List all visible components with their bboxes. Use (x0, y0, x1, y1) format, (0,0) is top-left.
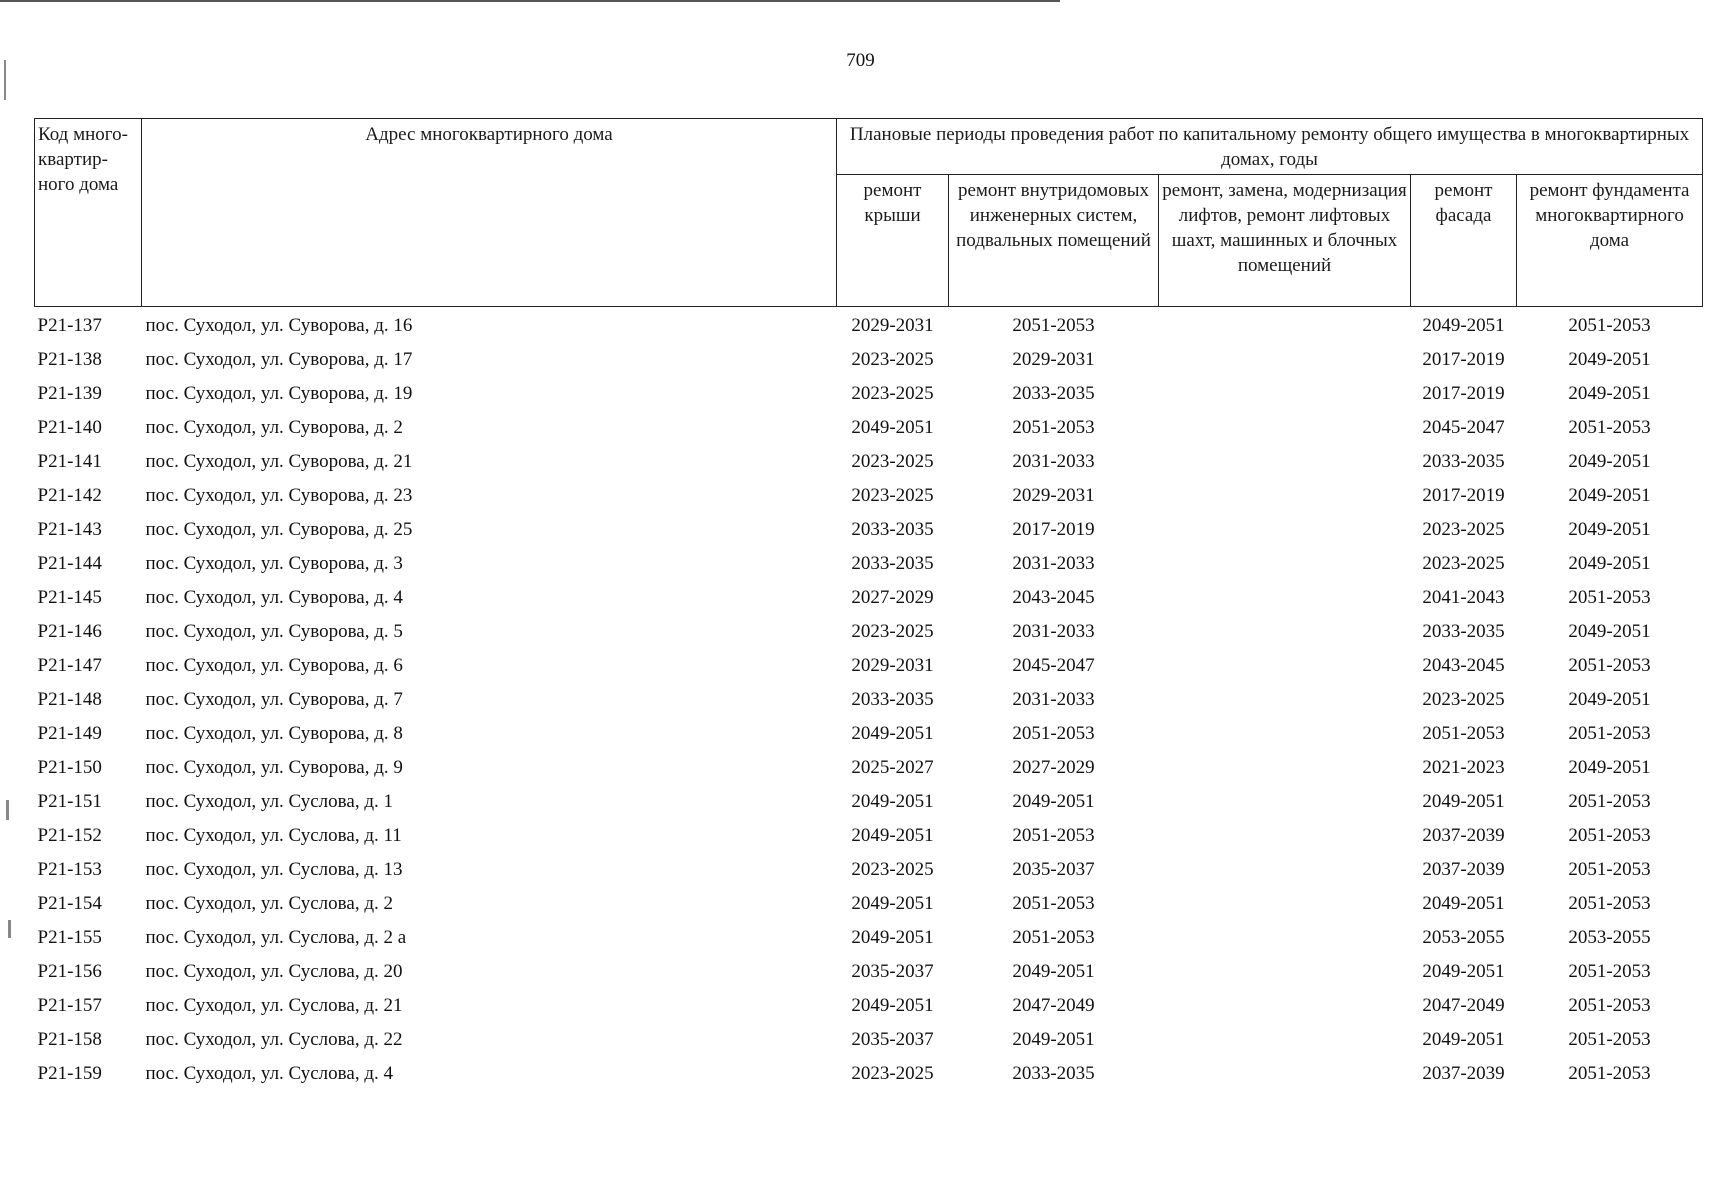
table-row (35, 853, 1703, 887)
cell-code: Р21-159 (37, 1063, 102, 1084)
cell-facade: 2017-2019 (1422, 485, 1505, 506)
cell-code: Р21-152 (37, 825, 102, 846)
header-foundation: ремонт фундамента многоквартирного дома (1517, 175, 1703, 307)
cell-facade: 2017-2019 (1422, 383, 1505, 404)
cell-code: Р21-148 (37, 689, 102, 710)
cell-address: пос. Суходол, ул. Суслова, д. 13 (145, 859, 403, 880)
header-code: Код много-квартир-ного дома (35, 119, 142, 307)
cell-lifts (1159, 1023, 1411, 1057)
cell-roof: 2049-2051 (851, 995, 934, 1016)
cell-foundation: 2051-2053 (1568, 587, 1651, 608)
scan-edge-line (0, 0, 1060, 2)
cell-lifts (1159, 989, 1411, 1023)
header-address: Адрес многоквартирного дома (142, 119, 837, 307)
table-row (35, 989, 1703, 1023)
cell-foundation: 2051-2053 (1568, 995, 1651, 1016)
table-row (35, 513, 1703, 547)
cell-address: пос. Суходол, ул. Суворова, д. 25 (145, 519, 413, 540)
table-row (35, 955, 1703, 989)
cell-lifts (1159, 343, 1411, 377)
cell-engineering: 2051-2053 (1012, 723, 1095, 744)
cell-foundation: 2051-2053 (1568, 893, 1651, 914)
cell-code: Р21-145 (37, 587, 102, 608)
cell-facade: 2049-2051 (1422, 1029, 1505, 1050)
cell-roof: 2049-2051 (851, 927, 934, 948)
cell-address: пос. Суходол, ул. Суворова, д. 19 (145, 383, 413, 404)
table-row (35, 649, 1703, 683)
cell-address: пос. Суходол, ул. Суслова, д. 11 (145, 825, 402, 846)
cell-facade: 2037-2039 (1422, 859, 1505, 880)
table-row (35, 1057, 1703, 1091)
table-row (35, 445, 1703, 479)
table-row (35, 479, 1703, 513)
cell-engineering: 2047-2049 (1012, 995, 1095, 1016)
cell-roof: 2029-2031 (851, 655, 934, 676)
cell-lifts (1159, 921, 1411, 955)
cell-foundation: 2051-2053 (1568, 417, 1651, 438)
cell-facade: 2051-2053 (1422, 723, 1505, 744)
cell-engineering: 2051-2053 (1012, 893, 1095, 914)
repair-schedule-table (34, 118, 1703, 1091)
cell-lifts (1159, 615, 1411, 649)
cell-address: пос. Суходол, ул. Суслова, д. 1 (145, 791, 393, 812)
cell-lifts (1159, 377, 1411, 411)
cell-address: пос. Суходол, ул. Суворова, д. 21 (145, 451, 413, 472)
cell-lifts (1159, 547, 1411, 581)
cell-engineering: 2033-2035 (1012, 1063, 1095, 1084)
cell-address: пос. Суходол, ул. Суслова, д. 2 а (145, 927, 407, 948)
cell-engineering: 2027-2029 (1012, 757, 1095, 778)
cell-roof: 2023-2025 (851, 383, 934, 404)
table-row (35, 547, 1703, 581)
cell-facade: 2053-2055 (1422, 927, 1505, 948)
scan-artifact (4, 60, 6, 100)
cell-lifts (1159, 1057, 1411, 1091)
cell-address: пос. Суходол, ул. Суворова, д. 23 (145, 485, 413, 506)
table-row (35, 343, 1703, 377)
cell-lifts (1159, 785, 1411, 819)
cell-facade: 2023-2025 (1422, 519, 1505, 540)
cell-foundation: 2049-2051 (1568, 553, 1651, 574)
cell-code: Р21-157 (37, 995, 102, 1016)
cell-code: Р21-158 (37, 1029, 102, 1050)
table-row (35, 819, 1703, 853)
cell-facade: 2037-2039 (1422, 825, 1505, 846)
cell-foundation: 2049-2051 (1568, 485, 1651, 506)
cell-facade: 2049-2051 (1422, 315, 1505, 336)
cell-foundation: 2051-2053 (1568, 723, 1651, 744)
cell-facade: 2049-2051 (1422, 791, 1505, 812)
cell-address: пос. Суходол, ул. Суворова, д. 5 (145, 621, 403, 642)
cell-engineering: 2029-2031 (1012, 485, 1095, 506)
cell-roof: 2033-2035 (851, 689, 934, 710)
cell-foundation: 2049-2051 (1568, 349, 1651, 370)
cell-lifts (1159, 513, 1411, 547)
cell-address: пос. Суходол, ул. Суворова, д. 4 (145, 587, 403, 608)
cell-engineering: 2049-2051 (1012, 961, 1095, 982)
cell-foundation: 2049-2051 (1568, 383, 1651, 404)
cell-foundation: 2051-2053 (1568, 791, 1651, 812)
cell-roof: 2023-2025 (851, 621, 934, 642)
cell-engineering: 2049-2051 (1012, 791, 1095, 812)
cell-facade: 2049-2051 (1422, 893, 1505, 914)
cell-address: пос. Суходол, ул. Суворова, д. 7 (145, 689, 403, 710)
cell-code: Р21-140 (37, 417, 102, 438)
cell-foundation: 2049-2051 (1568, 689, 1651, 710)
cell-address: пос. Суходол, ул. Суслова, д. 22 (145, 1029, 403, 1050)
table-header (35, 119, 1703, 307)
cell-address: пос. Суходол, ул. Суворова, д. 8 (145, 723, 403, 744)
cell-code: Р21-150 (37, 757, 102, 778)
table-row (35, 581, 1703, 615)
cell-facade: 2033-2035 (1422, 621, 1505, 642)
cell-roof: 2049-2051 (851, 893, 934, 914)
header-planned-periods: Плановые периоды проведения работ по капитальному ремонту общего имущества в многоквартирных домах, годы (837, 119, 1703, 175)
cell-code: Р21-142 (37, 485, 102, 506)
cell-address: пос. Суходол, ул. Суворова, д. 3 (145, 553, 403, 574)
cell-lifts (1159, 955, 1411, 989)
cell-engineering: 2051-2053 (1012, 315, 1095, 336)
cell-lifts (1159, 307, 1411, 344)
cell-roof: 2049-2051 (851, 417, 934, 438)
cell-engineering: 2051-2053 (1012, 825, 1095, 846)
cell-address: пос. Суходол, ул. Суворова, д. 2 (145, 417, 403, 438)
table-body (35, 307, 1703, 1092)
cell-engineering: 2045-2047 (1012, 655, 1095, 676)
cell-foundation: 2051-2053 (1568, 315, 1651, 336)
cell-roof: 2049-2051 (851, 825, 934, 846)
cell-lifts (1159, 887, 1411, 921)
cell-foundation: 2049-2051 (1568, 621, 1651, 642)
cell-code: Р21-144 (37, 553, 102, 574)
table-row (35, 887, 1703, 921)
header-facade: ремонт фасада (1411, 175, 1517, 307)
header-lifts: ремонт, замена, модернизация лифтов, ремонт лифтовых шахт, машинных и блочных помещений (1159, 175, 1411, 307)
cell-engineering: 2031-2033 (1012, 621, 1095, 642)
cell-address: пос. Суходол, ул. Суворова, д. 17 (145, 349, 413, 370)
cell-roof: 2033-2035 (851, 519, 934, 540)
cell-engineering: 2035-2037 (1012, 859, 1095, 880)
cell-lifts (1159, 581, 1411, 615)
table-row (35, 751, 1703, 785)
cell-foundation: 2051-2053 (1568, 859, 1651, 880)
header-roof: ремонт крыши (837, 175, 949, 307)
cell-address: пос. Суходол, ул. Суворова, д. 6 (145, 655, 403, 676)
cell-lifts (1159, 683, 1411, 717)
cell-facade: 2033-2035 (1422, 451, 1505, 472)
cell-code: Р21-149 (37, 723, 102, 744)
cell-address: пос. Суходол, ул. Суслова, д. 4 (145, 1063, 393, 1084)
cell-lifts (1159, 717, 1411, 751)
cell-code: Р21-146 (37, 621, 102, 642)
cell-code: Р21-139 (37, 383, 102, 404)
repair-schedule-table-wrap (34, 118, 1702, 1091)
cell-roof: 2023-2025 (851, 451, 934, 472)
cell-foundation: 2051-2053 (1568, 961, 1651, 982)
cell-engineering: 2031-2033 (1012, 553, 1095, 574)
cell-roof: 2033-2035 (851, 553, 934, 574)
cell-code: Р21-141 (37, 451, 102, 472)
cell-roof: 2027-2029 (851, 587, 934, 608)
cell-engineering: 2051-2053 (1012, 927, 1095, 948)
cell-facade: 2045-2047 (1422, 417, 1505, 438)
cell-code: Р21-147 (37, 655, 102, 676)
header-engineering: ремонт внутридомовых инженерных систем, подвальных помещений (949, 175, 1159, 307)
cell-address: пос. Суходол, ул. Суворова, д. 16 (145, 315, 413, 336)
cell-roof: 2025-2027 (851, 757, 934, 778)
cell-lifts (1159, 445, 1411, 479)
cell-engineering: 2049-2051 (1012, 1029, 1095, 1050)
cell-facade: 2041-2043 (1422, 587, 1505, 608)
cell-facade: 2023-2025 (1422, 553, 1505, 574)
cell-engineering: 2031-2033 (1012, 451, 1095, 472)
cell-foundation: 2049-2051 (1568, 757, 1651, 778)
cell-code: Р21-154 (37, 893, 102, 914)
cell-facade: 2049-2051 (1422, 961, 1505, 982)
cell-lifts (1159, 479, 1411, 513)
cell-code: Р21-138 (37, 349, 102, 370)
cell-lifts (1159, 819, 1411, 853)
cell-roof: 2049-2051 (851, 723, 934, 744)
cell-foundation: 2053-2055 (1568, 927, 1651, 948)
cell-lifts (1159, 411, 1411, 445)
cell-facade: 2043-2045 (1422, 655, 1505, 676)
cell-roof: 2023-2025 (851, 485, 934, 506)
table-row (35, 411, 1703, 445)
cell-engineering: 2043-2045 (1012, 587, 1095, 608)
cell-foundation: 2051-2053 (1568, 655, 1651, 676)
cell-engineering: 2031-2033 (1012, 689, 1095, 710)
table-row (35, 717, 1703, 751)
cell-roof: 2023-2025 (851, 859, 934, 880)
cell-facade: 2017-2019 (1422, 349, 1505, 370)
scan-artifact (8, 920, 11, 938)
cell-facade: 2023-2025 (1422, 689, 1505, 710)
cell-engineering: 2029-2031 (1012, 349, 1095, 370)
table-row (35, 1023, 1703, 1057)
cell-roof: 2049-2051 (851, 791, 934, 812)
cell-facade: 2037-2039 (1422, 1063, 1505, 1084)
cell-roof: 2035-2037 (851, 961, 934, 982)
cell-roof: 2023-2025 (851, 1063, 934, 1084)
cell-code: Р21-155 (37, 927, 102, 948)
cell-address: пос. Суходол, ул. Суслова, д. 2 (145, 893, 393, 914)
cell-lifts (1159, 649, 1411, 683)
cell-lifts (1159, 751, 1411, 785)
cell-lifts (1159, 853, 1411, 887)
cell-engineering: 2033-2035 (1012, 383, 1095, 404)
cell-engineering: 2017-2019 (1012, 519, 1095, 540)
table-row (35, 785, 1703, 819)
cell-foundation: 2049-2051 (1568, 519, 1651, 540)
cell-foundation: 2051-2053 (1568, 1029, 1651, 1050)
cell-engineering: 2051-2053 (1012, 417, 1095, 438)
table-row (35, 921, 1703, 955)
table-row (35, 615, 1703, 649)
table-row (35, 307, 1703, 344)
cell-code: Р21-151 (37, 791, 102, 812)
cell-foundation: 2051-2053 (1568, 1063, 1651, 1084)
cell-address: пос. Суходол, ул. Суворова, д. 9 (145, 757, 403, 778)
cell-code: Р21-137 (37, 315, 102, 336)
cell-facade: 2047-2049 (1422, 995, 1505, 1016)
cell-address: пос. Суходол, ул. Суслова, д. 21 (145, 995, 403, 1016)
cell-roof: 2029-2031 (851, 315, 934, 336)
scan-artifact (6, 800, 9, 820)
cell-facade: 2021-2023 (1422, 757, 1505, 778)
cell-roof: 2035-2037 (851, 1029, 934, 1050)
cell-address: пос. Суходол, ул. Суслова, д. 20 (145, 961, 403, 982)
cell-foundation: 2049-2051 (1568, 451, 1651, 472)
table-row (35, 683, 1703, 717)
page-number: 709 (846, 50, 875, 71)
cell-code: Р21-156 (37, 961, 102, 982)
table-row (35, 377, 1703, 411)
cell-code: Р21-153 (37, 859, 102, 880)
cell-code: Р21-143 (37, 519, 102, 540)
cell-roof: 2023-2025 (851, 349, 934, 370)
cell-foundation: 2051-2053 (1568, 825, 1651, 846)
